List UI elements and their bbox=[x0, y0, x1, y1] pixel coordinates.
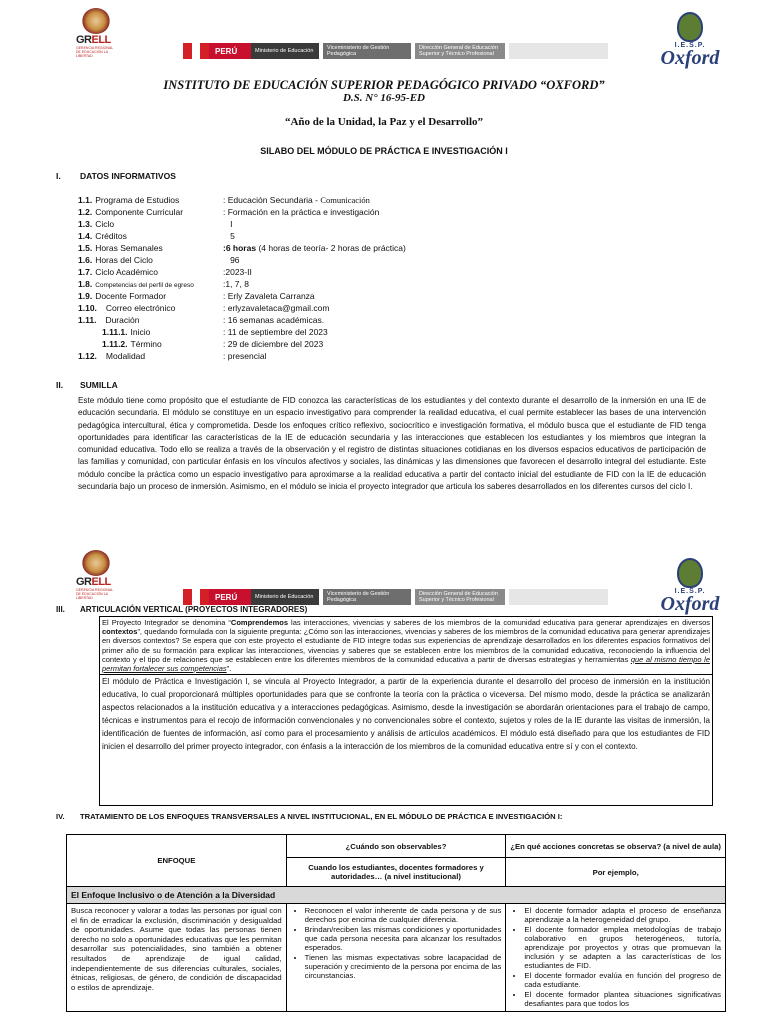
sumilla-text: Este módulo tiene como propósito que el estudiante de FID conozca las características de los estudiantes y del contexto durante el desarrollo de la inmersión en una IE de educación secundaria. El módulo se constituye en un espacio investigativo para comprender la realidad educativa, el cual permite establecer las bases de una intervención pedagógica intercultural, ética y comprometida. Desde los enfoques crítico reflexivo, sociocrítico e investigación formativa, el módulo busca que el estudiante de FID tenga oportunidades para identificar las características de la IE de educación secundaria y las interacciones que establecen los estudiantes y los miembros que integran la comunidad educativa. Todo ello se realiza a través de la observación y el registro de distintas situaciones cotidianas en los diversos espacios educativos de participación de las familias y comunidad, con particular énfasis en los vínculos afectivos y sociales, las dinámicas y las dimensiones que favorecen el desarrollo integral del estudiante. Este módulo concibe la práctica como un espacio investigativo para aproximarse a la realidad educativa a partir del contacto inicial del estudiante de FID con la IE de educación secundaria bajo un proceso de inmersión. Asimismo, en el módulo se inicia el proyecto integrador que articula los saberes desarrollados en los diferentes cursos del ciclo I. bbox=[78, 396, 706, 492]
year-name: “Año de la Unidad, la Paz y el Desarrollo” bbox=[284, 116, 484, 128]
info-row: 1.3. Ciclo I bbox=[78, 219, 233, 229]
acciones-cell bbox=[506, 904, 726, 1012]
banner-filler bbox=[509, 43, 608, 59]
info-row: 1.7. Ciclo Académico :2023-II bbox=[78, 267, 252, 277]
oxford-isp: I.E.S.P. bbox=[674, 588, 706, 595]
proyecto-integrador-box bbox=[99, 616, 713, 806]
section-2-heading: II. SUMILLA bbox=[56, 380, 118, 390]
banner-direccion: Dirección General de Educación Superior y Técnico Profesional bbox=[415, 43, 505, 59]
header-enfoque: ENFOQUE bbox=[67, 835, 287, 887]
banner-viceministerio: Viceministerio de Gestión Pedagógica bbox=[323, 589, 411, 605]
oxford-logo bbox=[660, 12, 720, 67]
modulo-vinculo-text: El módulo de Práctica e Investigación I, se vincula al Proyecto Integrador, a partir de la experiencia durante el desarrollo del proceso de inmersión en la institución educativa, lo cual proporcionará múltiples oportunidades para que se confronte la teoría con la práctica o viceversa. Del mismo modo, desde la práctica se analizarán aspectos relacionados a la institución educativa y a interacciones pedagógicas. Asimismo, desde la investigación se abordarán orientaciones para el trabajo de campo, técnicas e instrumentos para el recojo de información convencionales y no convencionales sobre el contexto, sujetos y roles de la IE durante las visitas de inmersión, la identificación de fuentes de información, así como para el procesamiento y análisis de artículos académicos. El módulo está diseñado para que los estudiantes de FID inicien el desarrollo del primer proyecto integrador, con énfasis a la interacción de los miembros de la comunidad educativa entre sí y con el contexto. bbox=[102, 677, 710, 752]
grell-wordmark: GRELL bbox=[76, 34, 111, 46]
enfoque-inclusivo-desc: Busca reconocer y valorar a todas las personas por igual con el fin de erradicar la exclusión, discriminación y desigualdad de oportunidades. Asume que todas las personas tienen derecho no solo a oportunidades educativas que les permitan desarrollar sus potencialidades, sino también a obtener resultados de aprendizaje de igual calidad, independientemente de sus diferencias culturales, sociales, étnicas, religiosas, de género, de condición de discapacidad o estilos de aprendizaje. bbox=[67, 904, 287, 1012]
info-row: 1.12. Modalidad : presencial bbox=[78, 351, 267, 361]
oxford-wordmark: Oxford bbox=[660, 593, 720, 615]
regional-seal-icon bbox=[82, 550, 110, 576]
banner-peru: PERÚ bbox=[209, 43, 251, 59]
ministry-banner bbox=[183, 43, 608, 59]
banner-ministerio: Ministerio de Educación bbox=[251, 589, 319, 605]
list-item: • Reconocen el valor inherente de cada persona y de sus derechos por encima de cualquier diferencia. bbox=[305, 906, 502, 924]
subheader-observables: Cuando los estudiantes, docentes formadores y autoridades… (a nivel institucional) bbox=[286, 858, 506, 887]
list-item: • El docente formador evalúa en función del progreso de cada estudiante. bbox=[524, 971, 721, 989]
regional-seal-icon bbox=[82, 8, 110, 34]
info-row: 1.11.1. Inicio : 11 de septiembre del 2023 bbox=[102, 327, 328, 337]
info-row: 1.9. Docente Formador : Erly Zavaleta Carranza bbox=[78, 291, 315, 301]
grell-small-text: GERENCIA REGIONAL DE EDUCACIÓN LA LIBERTAD bbox=[76, 588, 114, 600]
banner-peru: PERÚ bbox=[209, 589, 251, 605]
banner-ministerio: Ministerio de Educación bbox=[251, 43, 319, 59]
enfoques-table bbox=[66, 834, 726, 1012]
datos-informativos bbox=[78, 194, 678, 362]
info-row: 1.4. Créditos 5 bbox=[78, 231, 235, 241]
info-row: 1.2. Componente Curricular : Formación en la práctica e investigación bbox=[78, 207, 380, 217]
oxford-wordmark: Oxford bbox=[660, 47, 720, 69]
info-row: 1.11.2. Término : 29 de diciembre del 2023 bbox=[102, 339, 324, 349]
banner-viceministerio: Viceministerio de Gestión Pedagógica bbox=[323, 43, 411, 59]
subheader-acciones: Por ejemplo, bbox=[506, 858, 726, 887]
header-acciones: ¿En qué acciones concretas se observa? (a nivel de aula) bbox=[506, 835, 726, 858]
grell-wordmark: GRELL bbox=[76, 576, 111, 588]
section-3-heading: III. ARTICULACIÓN VERTICAL (PROYECTOS INTEGRADORES) bbox=[56, 605, 308, 614]
list-item: • El docente formador emplea metodologías de trabajo colaborativo en grupos heterogéneos, tutoría, aprendizaje por proyectos y otras que promuevan la inclusión y se adapten a las características de los estudiantes de FID. bbox=[524, 925, 721, 970]
list-item: • El docente formador plantea situaciones significativas desafiantes para que todos los bbox=[524, 990, 721, 1008]
info-row: 1.8. Competencias del perfil de egreso :1, 7, 8 bbox=[78, 279, 249, 289]
decree-number: D.S. N° 16-95-ED bbox=[342, 92, 425, 104]
enfoque-inclusivo-title: El Enfoque Inclusivo o de Atención a la Diversidad bbox=[67, 887, 726, 904]
institute-title: INSTITUTO DE EDUCACIÓN SUPERIOR PEDAGÓGICO PRIVADO “OXFORD” bbox=[163, 78, 605, 92]
list-item: • Tienen las mismas expectativas sobre lacapacidad de superación y crecimiento de la persona por encima de las circunstancias. bbox=[305, 953, 502, 980]
info-row: 1.5. Horas Semanales :6 horas (4 horas de teoría- 2 horas de práctica) bbox=[78, 243, 406, 253]
info-row: 1.1. Programa de Estudios : Educación Secundaria - Comunicación bbox=[78, 195, 370, 205]
banner-direccion: Dirección General de Educación Superior y Técnico Profesional bbox=[415, 589, 505, 605]
peru-flag-icon bbox=[183, 589, 209, 605]
oxford-crest-icon bbox=[677, 558, 703, 588]
proyecto-integrador-text: El Proyecto Integrador se denomina “Comprendemos las interacciones, vivencias y saberes de los miembros de la comunidad educativa para generar aprendizajes en diversos contextos”, quedando formulada con la siguiente pregunta: ¿Cómo son las interacciones, vivencias y saberes de los miembros de la comunidad educativa para generar aprendizajes en diversos contextos? Se espera que con este proyecto el estudiante de FID integre todas sus experiencias de aprendizaje desarrollados en los diferentes espacios formativos del primer año de su formación para explicar las interacciones, vivencias y saberes que se establecen entre los miembros de la comunidad educativa, reconociendo la influencia del contexto y el tipo de relaciones que se establecen entre los diferentes miembros de la comunidad educativa a partir de diversas estrategias y herramientas que al mismo tiempo le permitan fortalecer sus competencias”. bbox=[100, 617, 712, 675]
oxford-crest-icon bbox=[677, 12, 703, 42]
banner-filler bbox=[509, 589, 608, 605]
oxford-logo-page2 bbox=[660, 558, 720, 613]
syllabus-title: SILABO DEL MÓDULO DE PRÁCTICA E INVESTIGACIÓN I bbox=[260, 146, 508, 156]
grell-small-text: GERENCIA REGIONAL DE EDUCACIÓN LA LIBERTAD bbox=[76, 46, 114, 58]
peru-flag-icon bbox=[183, 43, 209, 59]
section-1-heading: I. DATOS INFORMATIVOS bbox=[56, 171, 176, 181]
observables-cell bbox=[286, 904, 506, 1012]
oxford-isp: I.E.S.P. bbox=[674, 42, 706, 49]
ministry-banner-page2 bbox=[183, 589, 608, 605]
enfoques-table-wrap bbox=[66, 834, 726, 1012]
info-row: 1.11. Duración : 16 semanas académicas. bbox=[78, 315, 325, 325]
list-item: • Brindan/reciben las mismas condiciones y oportunidades que cada persona necesita para alcanzar los resultados esperados. bbox=[305, 925, 502, 952]
info-row: 1.6. Horas del Ciclo 96 bbox=[78, 255, 240, 265]
list-item: • El docente formador adapta el proceso de enseñanza aprendizaje a la heterogeneidad del grupo. bbox=[524, 906, 721, 924]
grell-logo-page2 bbox=[76, 550, 116, 600]
section-4-heading: IV. TRATAMIENTO DE LOS ENFOQUES TRANSVERSALES A NIVEL INSTITUCIONAL, EN EL MÓDULO DE PRÁCTICA E INVESTIGACIÓN I: bbox=[56, 812, 563, 821]
info-row: 1.10. Correo electrónico : erlyzavaletaca@gmail.com bbox=[78, 303, 330, 313]
header-observables: ¿Cuándo son observables? bbox=[286, 835, 506, 858]
grell-logo bbox=[76, 8, 116, 58]
